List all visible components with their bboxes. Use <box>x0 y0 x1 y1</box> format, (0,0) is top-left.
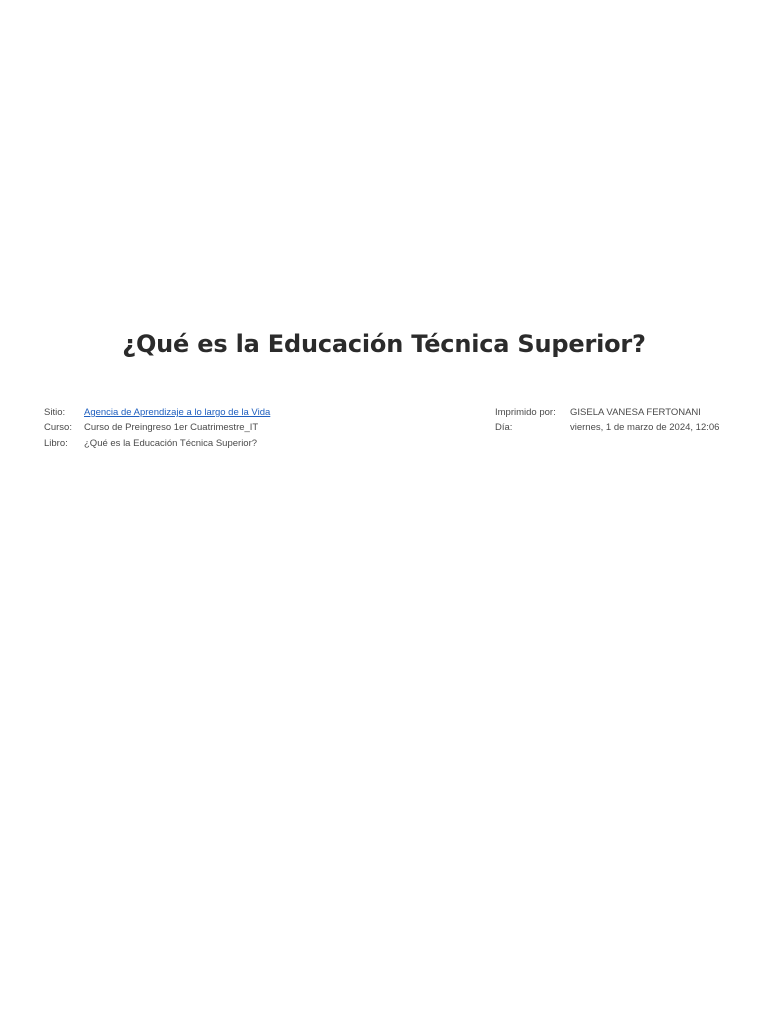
page-title: ¿Qué es la Educación Técnica Superior? <box>122 330 646 358</box>
course-value: Curso de Preingreso 1er Cuatrimestre_IT <box>84 422 259 434</box>
date-label: Día: <box>495 422 513 434</box>
course-label: Curso: <box>44 422 72 434</box>
book-info-table <box>44 405 270 451</box>
book-label: Libro: <box>44 437 68 449</box>
info-row-date <box>495 420 719 435</box>
site-link[interactable]: Agencia de Aprendizaje a lo largo de la Vida <box>84 407 271 418</box>
printed-by-value: GISELA VANESA FERTONANI <box>570 407 701 418</box>
book-value: ¿Qué es la Educación Técnica Superior? <box>84 437 258 449</box>
printed-by-label: Imprimido por: <box>495 407 556 418</box>
info-row-printed-by <box>495 405 719 420</box>
site-value <box>84 405 270 420</box>
info-row-course <box>44 420 270 435</box>
print-info-table <box>495 405 719 436</box>
date-value: viernes, 1 de marzo de 2024, 12:06 <box>570 422 720 434</box>
info-row-site <box>44 405 270 420</box>
site-label: Sitio: <box>44 407 66 418</box>
info-row-book <box>44 436 270 451</box>
